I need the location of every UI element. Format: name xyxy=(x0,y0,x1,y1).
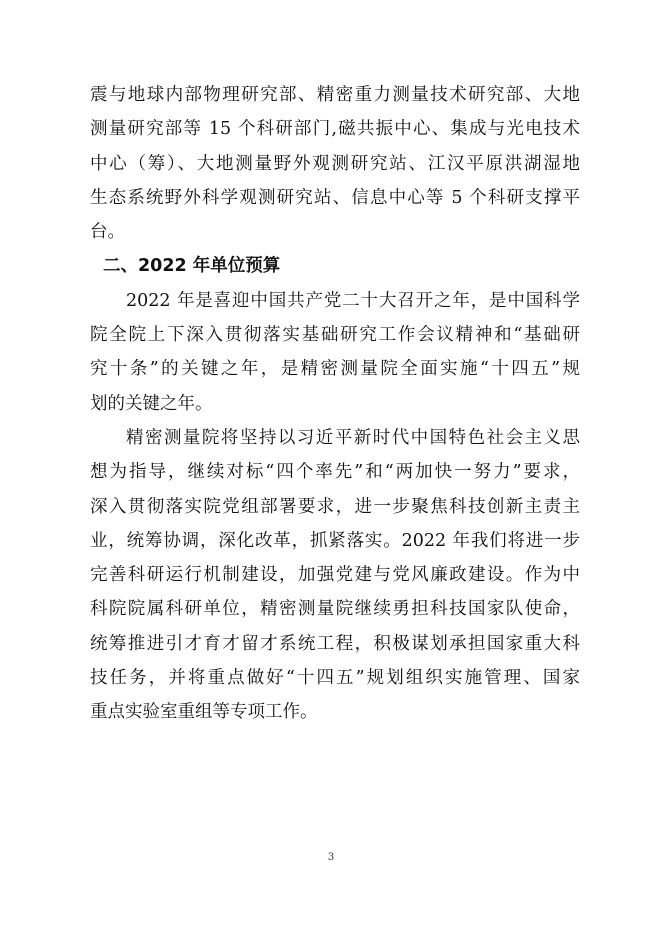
text-line: 统筹推进引才育才留才系统工程，积极谋划承担国家重大科 xyxy=(90,633,580,654)
text-line: 深入贯彻落实院党组部署要求，进一步聚焦科技创新主责主 xyxy=(90,496,580,517)
text-line: 科院院属科研单位，精密测量院继续勇担科技国家队使命， xyxy=(90,599,580,620)
text-line: 2022 年是喜迎中国共产党二十大召开之年，是中国科学 xyxy=(126,290,580,311)
text-line: 震与地球内部物理研究部、精密重力测量技术研究部、大地 xyxy=(90,85,580,105)
text-line: 测量研究部等 15 个科研部门,磁共振中心、集成与光电技术 xyxy=(90,119,580,140)
text-line: 究十条”的关键之年，是精密测量院全面实施“十四五”规 xyxy=(90,359,580,380)
text-line: 技任务，并将重点做好“十四五”规划组织实施管理、国家 xyxy=(90,668,580,689)
section1-tail xyxy=(90,78,580,249)
text-line: 划的关键之年。 xyxy=(90,393,213,414)
text-line: 中心（筹）、大地测量野外观测研究站、江汉平原洪湖湿地 xyxy=(90,153,580,174)
text-line: 院全院上下深入贯彻落实基础研究工作会议精神和“基础研 xyxy=(90,325,580,346)
text-line: 精密测量院将坚持以习近平新时代中国特色社会主义思 xyxy=(126,427,580,448)
text-line: 台。 xyxy=(90,222,125,243)
paragraph-1 xyxy=(90,284,580,421)
text-line: 业，统筹协调，深化改革，抓紧落实。2022 年我们将进一步 xyxy=(90,530,580,551)
page-number: 3 xyxy=(327,852,335,863)
section-heading: 二、2022 年单位预算 xyxy=(103,256,281,277)
text-line: 想为指导，继续对标“四个率先”和“两加快一努力”要求， xyxy=(90,462,580,483)
body-text xyxy=(90,78,580,730)
text-line: 重点实验室重组等专项工作。 xyxy=(90,702,318,723)
paragraph-2 xyxy=(90,421,580,730)
text-line: 完善科研运行机制建设，加强党建与党风廉政建设。作为中 xyxy=(90,565,580,586)
text-line: 生态系统野外科学观测研究站、信息中心等 5 个科研支撑平 xyxy=(90,187,580,208)
